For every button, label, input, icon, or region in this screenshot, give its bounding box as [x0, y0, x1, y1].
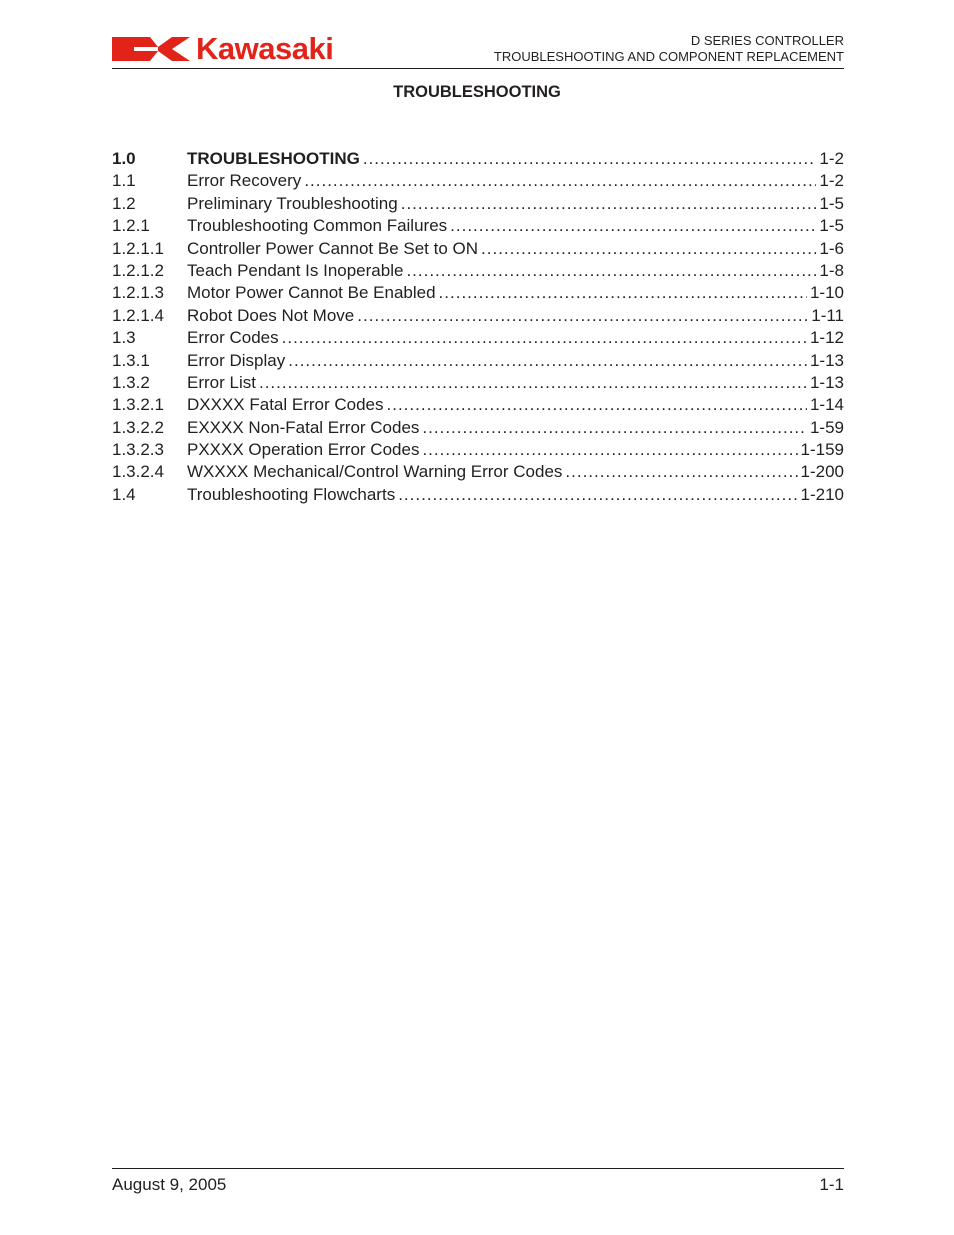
toc-page-number: 1-8: [819, 260, 844, 280]
toc-dot-leader: [406, 260, 816, 282]
footer-page-number: 1-1: [819, 1175, 844, 1194]
footer-date: August 9, 2005: [112, 1175, 227, 1194]
toc-entry: [112, 461, 844, 483]
toc-section-number: 1.2.1.2: [112, 260, 164, 280]
toc-section-number: 1.3.2.1: [112, 395, 164, 415]
toc-section-title: PXXXX Operation Error Codes: [187, 440, 420, 460]
toc-entry: [112, 439, 844, 461]
toc-section-title: Preliminary Troubleshooting: [187, 193, 398, 213]
toc-section-number: 1.3.2.4: [112, 462, 164, 482]
toc-dot-leader: [387, 394, 807, 416]
toc-section-title: Error Codes: [187, 328, 279, 348]
table-of-contents: [112, 148, 844, 506]
toc-dot-leader: [288, 350, 807, 372]
toc-section-number: 1.3.2.3: [112, 440, 164, 460]
toc-dot-leader: [450, 215, 816, 237]
page-title: TROUBLESHOOTING: [393, 83, 561, 101]
toc-section-title: EXXXX Non-Fatal Error Codes: [187, 417, 420, 437]
toc-entry: [112, 350, 844, 372]
toc-entry: [112, 372, 844, 394]
toc-section-title: Teach Pendant Is Inoperable: [187, 260, 404, 280]
toc-section-number: 1.3.2: [112, 372, 150, 392]
toc-page-number: 1-13: [809, 372, 844, 392]
toc-dot-leader: [422, 439, 797, 461]
toc-page-number: 1-5: [819, 193, 844, 213]
toc-section-number: 1.3: [112, 328, 136, 348]
toc-section-number: 1.3.1: [112, 350, 150, 370]
toc-entry: [112, 484, 844, 506]
toc-dot-leader: [565, 461, 797, 483]
toc-section-title: Troubleshooting Flowcharts: [187, 484, 396, 504]
toc-dot-leader: [401, 193, 817, 215]
toc-page-number: 1-2: [819, 149, 844, 168]
toc-page-number: 1-200: [800, 462, 844, 482]
toc-dot-leader: [282, 327, 807, 349]
page-header: [112, 30, 844, 68]
toc-entry: [112, 193, 844, 215]
toc-section-number: 1.2: [112, 193, 136, 213]
toc-entry: [112, 238, 844, 260]
toc-page-number: 1-13: [809, 350, 844, 370]
toc-page-number: 1-5: [819, 216, 844, 236]
toc-dot-leader: [357, 305, 808, 327]
toc-section-title: Robot Does Not Move: [187, 305, 355, 325]
toc-dot-leader: [439, 282, 807, 304]
toc-section-title: DXXXX Fatal Error Codes: [187, 395, 384, 415]
toc-page-number: 1-210: [800, 484, 844, 504]
kawasaki-river-mark-icon: [112, 35, 190, 63]
toc-dot-leader: [422, 417, 807, 439]
toc-section-title: TROUBLESHOOTING: [187, 149, 360, 168]
toc-section-number: 1.3.2.2: [112, 417, 164, 437]
toc-page-number: 1-14: [809, 395, 844, 415]
toc-entry: [112, 148, 844, 170]
toc-section-number: 1.2.1.1: [112, 238, 164, 258]
toc-entry: [112, 327, 844, 349]
toc-section-title: Motor Power Cannot Be Enabled: [187, 283, 436, 303]
toc-entry: [112, 215, 844, 237]
toc-entry: [112, 305, 844, 327]
toc-section-number: 1.2.1.3: [112, 283, 164, 303]
toc-page-number: 1-159: [800, 440, 844, 460]
header-line-2: TROUBLESHOOTING AND COMPONENT REPLACEMENT: [493, 49, 844, 64]
toc-entry: [112, 260, 844, 282]
toc-page-number: 1-10: [809, 283, 844, 303]
toc-dot-leader: [398, 484, 797, 506]
toc-entry: [112, 417, 844, 439]
toc-page-number: 1-6: [819, 238, 844, 258]
toc-section-title: Error List: [187, 372, 256, 392]
toc-entry: [112, 394, 844, 416]
footer-rule: [112, 1168, 844, 1169]
toc-section-number: 1.4: [112, 484, 136, 504]
toc-section-title: Error Recovery: [187, 171, 302, 191]
toc-dot-leader: [304, 170, 816, 192]
toc-page-number: 1-59: [809, 417, 844, 437]
toc-section-title: Troubleshooting Common Failures: [187, 216, 448, 236]
toc-entry: [112, 170, 844, 192]
header-rule: [112, 68, 844, 69]
header-line-1: D SERIES CONTROLLER: [690, 33, 844, 48]
toc-dot-leader: [481, 238, 816, 260]
toc-page-number: 1-2: [819, 171, 844, 191]
toc-entry: [112, 282, 844, 304]
toc-section-title: Controller Power Cannot Be Set to ON: [187, 238, 479, 258]
kawasaki-logo: [112, 31, 334, 66]
toc-section-number: 1.2.1: [112, 216, 150, 236]
toc-dot-leader: [363, 148, 817, 170]
toc-section-number: 1.0: [112, 149, 136, 168]
toc-dot-leader: [259, 372, 807, 394]
toc-section-title: WXXXX Mechanical/Control Warning Error Codes: [187, 462, 563, 482]
toc-page-number: 1-11: [811, 305, 844, 325]
header-document-info: [494, 33, 844, 65]
toc-page-number: 1-12: [809, 328, 844, 348]
toc-section-number: 1.1: [112, 171, 136, 191]
toc-section-title: Error Display: [187, 350, 286, 370]
toc-section-number: 1.2.1.4: [112, 305, 164, 325]
logo-wordmark: Kawasaki: [196, 31, 334, 66]
